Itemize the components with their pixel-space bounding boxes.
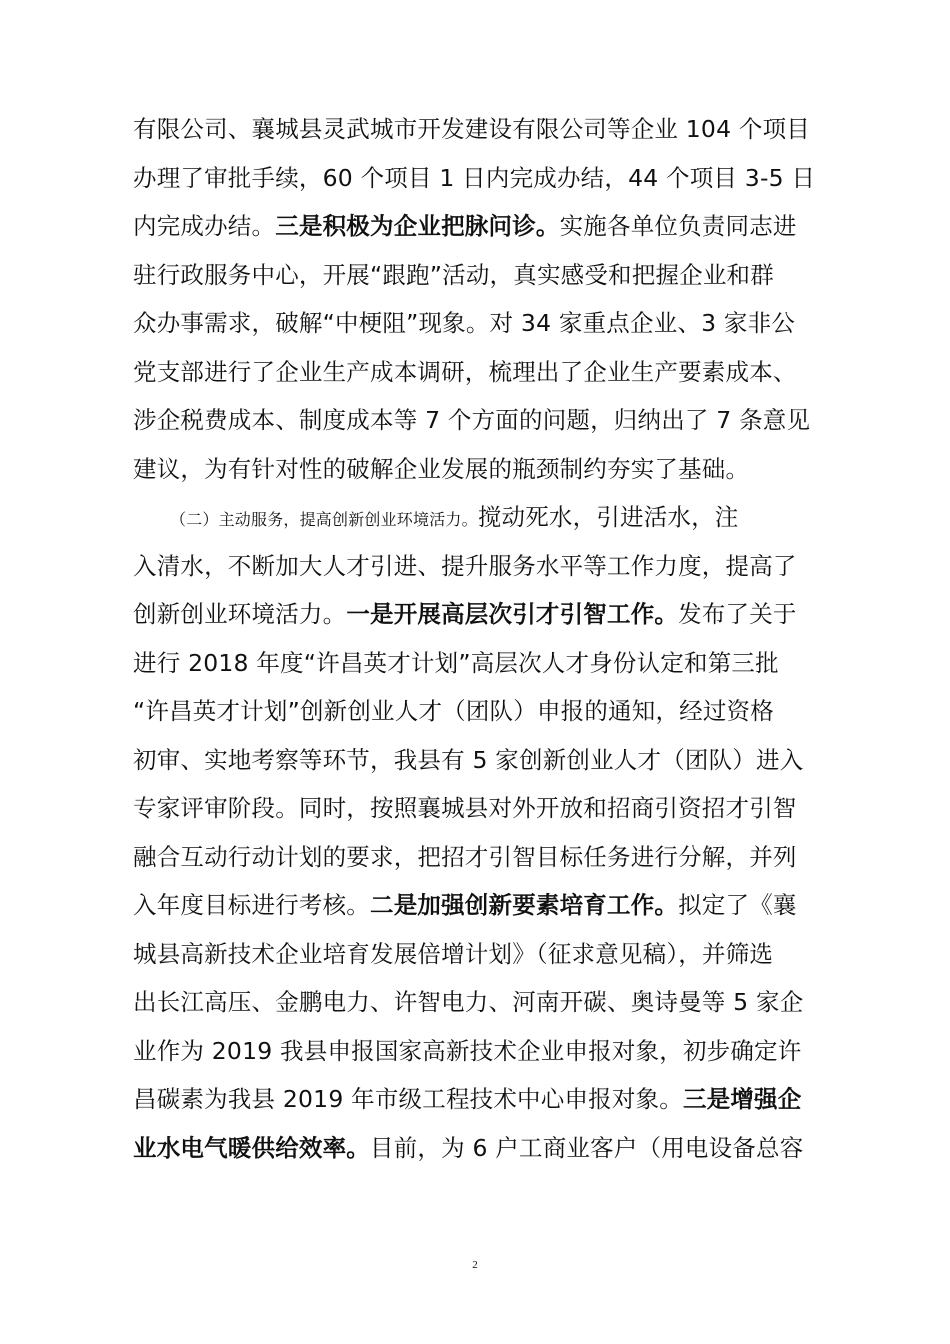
text-line: [133, 162, 833, 194]
text-line: [133, 113, 833, 145]
text-line: [133, 1035, 833, 1067]
bold-text-segment: 二是加强创新要素培育工作。: [370, 891, 679, 919]
page-number: 2: [472, 1259, 478, 1271]
text-segment: 拟定了《襄: [678, 891, 797, 919]
text-segment: 昌碳素为我县 2019 年市级工程技术中心申报对象。: [133, 1085, 683, 1113]
text-segment: 办理了审批手续，60 个项目 1 日内完成办结，44 个项目 3-5 日: [133, 164, 816, 192]
text-line: [133, 404, 833, 436]
text-line: [133, 695, 833, 727]
text-segment: 进行 2018 年度“许昌英才计划”高层次人才身份认定和第三批: [133, 649, 779, 677]
text-line: [133, 550, 833, 582]
text-segment: 融合互动行动计划的要求，把招才引智目标任务进行分解，并列: [133, 843, 797, 871]
text-line: [133, 792, 833, 824]
text-segment: 入清水，不断加大人才引进、提升服务水平等工作力度，提高了: [133, 552, 797, 580]
text-segment: 有限公司、襄城县灵武城市开发建设有限公司等企业 104 个项目: [133, 115, 810, 143]
bold-text-segment: 三是增强企: [682, 1085, 802, 1113]
text-segment: 城县高新技术企业培育发展倍增计划》（征求意见稿），并筛选: [133, 940, 774, 968]
text-segment: 目前，为 6 户工商业客户（用电设备总容: [370, 1134, 804, 1162]
text-line: [133, 841, 833, 873]
text-segment: 创新创业环境活力。: [133, 600, 347, 628]
text-segment: 建议，为有针对性的破解企业发展的瓶颈制约夯实了基础。: [133, 455, 750, 483]
bold-text-segment: 一是开展高层次引才引智工作。: [346, 600, 679, 628]
text-line: [133, 889, 833, 921]
text-segment: “许昌英才计划”创新创业人才（团队）申报的通知，经过资格: [133, 697, 774, 725]
text-line: [133, 1132, 833, 1164]
text-line: [170, 501, 870, 533]
text-segment: 党支部进行了企业生产成本调研，梳理出了企业生产要素成本、: [133, 358, 797, 386]
text-line: [133, 938, 833, 970]
text-line: [133, 986, 833, 1018]
text-line: [133, 307, 833, 339]
text-line: [133, 1083, 833, 1115]
text-segment: 实施各单位负责同志进: [559, 212, 797, 240]
text-line: [133, 259, 833, 291]
text-line: [133, 598, 833, 630]
text-segment: 入年度目标进行考核。: [133, 891, 370, 919]
text-line: [133, 647, 833, 679]
subheading-text-segment: （二）主动服务，提高创新创业环境活力。: [170, 510, 478, 529]
text-segment: 搅动死水，引进活水，注: [477, 503, 739, 531]
text-segment: 众办事需求，破解“中梗阻”现象。对 34 家重点企业、3 家非公: [133, 309, 796, 337]
text-segment: 驻行政服务中心，开展“跟跑”活动，真实感受和把握企业和群: [133, 261, 774, 289]
text-line: [133, 210, 833, 242]
text-segment: 内完成办结。: [133, 212, 276, 240]
text-segment: 出长江高压、金鹏电力、许智电力、河南开碳、奥诗曼等 5 家企: [133, 988, 804, 1016]
text-segment: 涉企税费成本、制度成本等 7 个方面的问题，归纳出了 7 条意见: [133, 406, 811, 434]
text-segment: 业作为 2019 我县申报国家高新技术企业申报对象，初步确定许: [133, 1037, 802, 1065]
bold-text-segment: 三是积极为企业把脉问诊。: [275, 212, 560, 240]
text-line: [133, 356, 833, 388]
text-segment: 发布了关于: [678, 600, 797, 628]
bold-text-segment: 业水电气暖供给效率。: [133, 1134, 370, 1162]
text-segment: 初审、实地考察等环节，我县有 5 家创新创业人才（团队）进入: [133, 746, 804, 774]
text-line: [133, 744, 833, 776]
text-segment: 专家评审阶段。同时，按照襄城县对外开放和招商引资招才引智: [133, 794, 797, 822]
text-line: [133, 453, 833, 485]
